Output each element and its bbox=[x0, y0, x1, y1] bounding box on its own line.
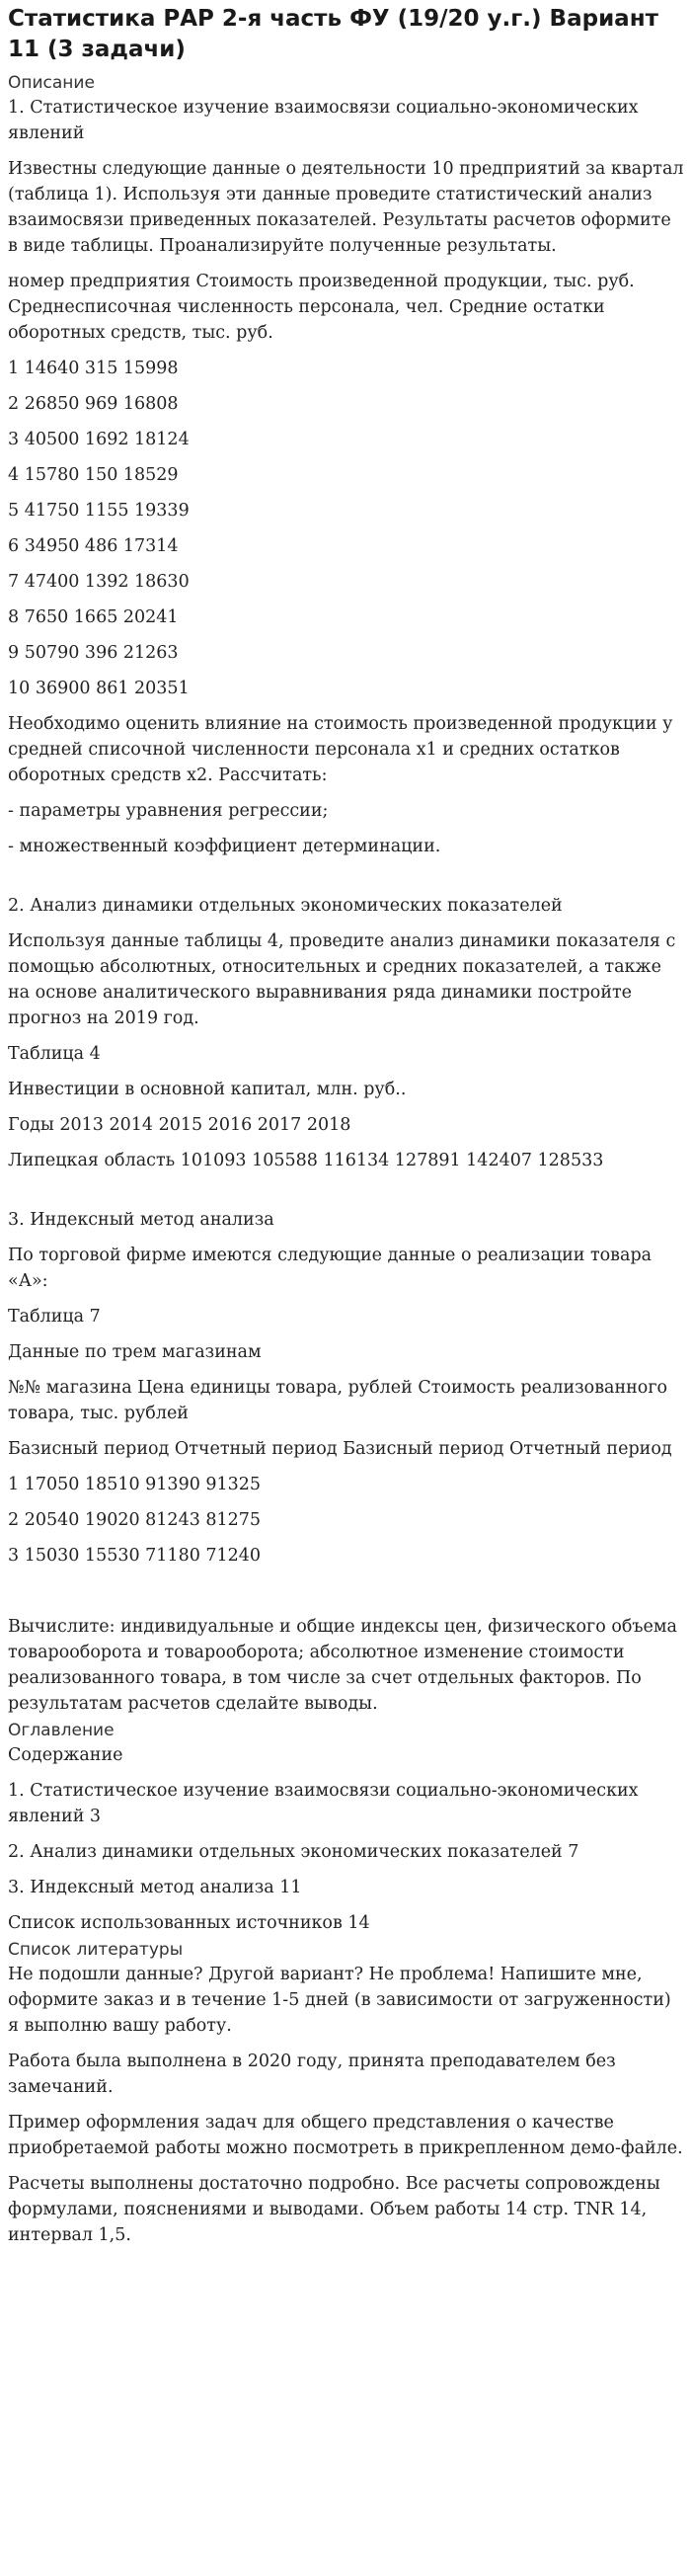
task1-row-3: 3 40500 1692 18124 bbox=[8, 430, 190, 449]
lit-paragraph-2: Работа была выполнена в 2020 году, принята преподавателем без замечаний. bbox=[8, 2052, 616, 2097]
task3-row-1: 1 17050 18510 91390 91325 bbox=[8, 1475, 262, 1494]
page bbox=[0, 4, 692, 2248]
description-section bbox=[8, 71, 684, 1717]
task3-row-3: 3 15030 15530 71180 71240 bbox=[8, 1546, 262, 1566]
task1-row-1: 1 14640 315 15998 bbox=[8, 359, 179, 378]
task1-table-header: номер предприятия Стоимость произведенной продукции, тыс. руб. Среднесписочная численность персонала, чел. Средние остатки оборотных средств, тыс. руб. bbox=[8, 272, 635, 343]
literature-label: Список литературы bbox=[8, 1940, 184, 1960]
lit-paragraph-1: Не подошли данные? Другой вариант? Не проблема! Напишите мне, оформите заказ и в течение 1-5 дней (в зависимости от загруженности) я выполню вашу работу. bbox=[8, 1965, 671, 2036]
description-label: Описание bbox=[8, 73, 95, 93]
task1-row-6: 6 34950 486 17314 bbox=[8, 536, 179, 556]
task1-heading: 1. Статистическое изучение взаимосвязи социально-экономических явлений bbox=[8, 98, 639, 143]
task3-periods-row: Базисный период Отчетный период Базисный период Отчетный период bbox=[8, 1439, 672, 1459]
task3-question: Вычислите: индивидуальные и общие индексы цен, физического объема товарооборота и товарооборота; абсолютное изменение стоимости реализованного товара, в том числе за счет отдельных факторов. По результатам расчетов сделайте выводы. bbox=[8, 1617, 677, 1714]
toc-item-3: 3. Индексный метод анализа 11 bbox=[8, 1878, 302, 1897]
task1-item-2: - множественный коэффициент детерминации. bbox=[8, 837, 441, 856]
task2-values-row: Липецкая область 101093 105588 116134 127891 142407 128533 bbox=[8, 1151, 604, 1170]
task3-table-label: Таблица 7 bbox=[8, 1307, 101, 1327]
lit-paragraph-4: Расчеты выполнены достаточно подробно. Все расчеты сопровождены формулами, пояснениями и выводами. Объем работы 14 стр. TNR 14, интервал 1,5. bbox=[8, 2174, 660, 2245]
task1-row-9: 9 50790 396 21263 bbox=[8, 643, 179, 663]
task1-row-5: 5 41750 1155 19339 bbox=[8, 501, 190, 521]
page-title: Статистика РАР 2-я часть ФУ (19/20 у.г.) Вариант 11 (3 задачи) bbox=[8, 6, 658, 62]
toc-heading: Содержание bbox=[8, 1745, 123, 1765]
lit-paragraph-3: Пример оформления задач для общего представления о качестве приобретаемой работы можно посмотреть в прикрепленном демо-файле. bbox=[8, 2113, 683, 2158]
task1-row-2: 2 26850 969 16808 bbox=[8, 394, 179, 414]
task2-table-caption: Инвестиции в основной капитал, млн. руб.. bbox=[8, 1080, 407, 1099]
literature-section bbox=[8, 1938, 684, 2248]
task1-text: Известны следующие данные о деятельности 10 предприятий за квартал (таблица 1). Используя эти данные проведите статистический анализ взаимосвязи приведенных показателей. Результаты расчетов оформите в виде таблицы. Проанализируйте полученные результаты. bbox=[8, 159, 684, 256]
task1-row-8: 8 7650 1665 20241 bbox=[8, 607, 179, 627]
task3-row-2: 2 20540 19020 81243 81275 bbox=[8, 1510, 262, 1530]
task3-table-header: №№ магазина Цена единицы товара, рублей Стоимость реализованного товара, тыс. рублей bbox=[8, 1378, 668, 1423]
task3-table-caption: Данные по трем магазинам bbox=[8, 1342, 262, 1362]
toc-item-2: 2. Анализ динамики отдельных экономических показателей 7 bbox=[8, 1842, 579, 1862]
toc-section bbox=[8, 1719, 684, 1936]
task1-question: Необходимо оценить влияние на стоимость произведенной продукции у средней списочной численности персонала х1 и средних остатков оборотных средств х2. Рассчитать: bbox=[8, 714, 673, 785]
task2-text: Используя данные таблицы 4, проведите анализ динамики показателя с помощью абсолютных, относительных и средних показателей, а также на основе аналитического выравнивания ряда динамики постройте прогноз на 2019 год. bbox=[8, 931, 676, 1028]
task2-table-label: Таблица 4 bbox=[8, 1044, 101, 1064]
task1-row-7: 7 47400 1392 18630 bbox=[8, 572, 190, 592]
task1-item-1: - параметры уравнения регрессии; bbox=[8, 801, 329, 821]
toc-label: Оглавление bbox=[8, 1721, 115, 1740]
task3-heading: 3. Индексный метод анализа bbox=[8, 1210, 274, 1230]
task2-heading: 2. Анализ динамики отдельных экономических показателей bbox=[8, 896, 563, 916]
task3-text: По торговой фирме имеются следующие данные о реализации товара «А»: bbox=[8, 1246, 653, 1291]
toc-item-1: 1. Статистическое изучение взаимосвязи социально-экономических явлений 3 bbox=[8, 1781, 639, 1826]
task1-row-10: 10 36900 861 20351 bbox=[8, 679, 190, 698]
task1-row-4: 4 15780 150 18529 bbox=[8, 465, 179, 485]
toc-item-4: Список использованных источников 14 bbox=[8, 1913, 370, 1933]
task2-years-row: Годы 2013 2014 2015 2016 2017 2018 bbox=[8, 1115, 351, 1135]
